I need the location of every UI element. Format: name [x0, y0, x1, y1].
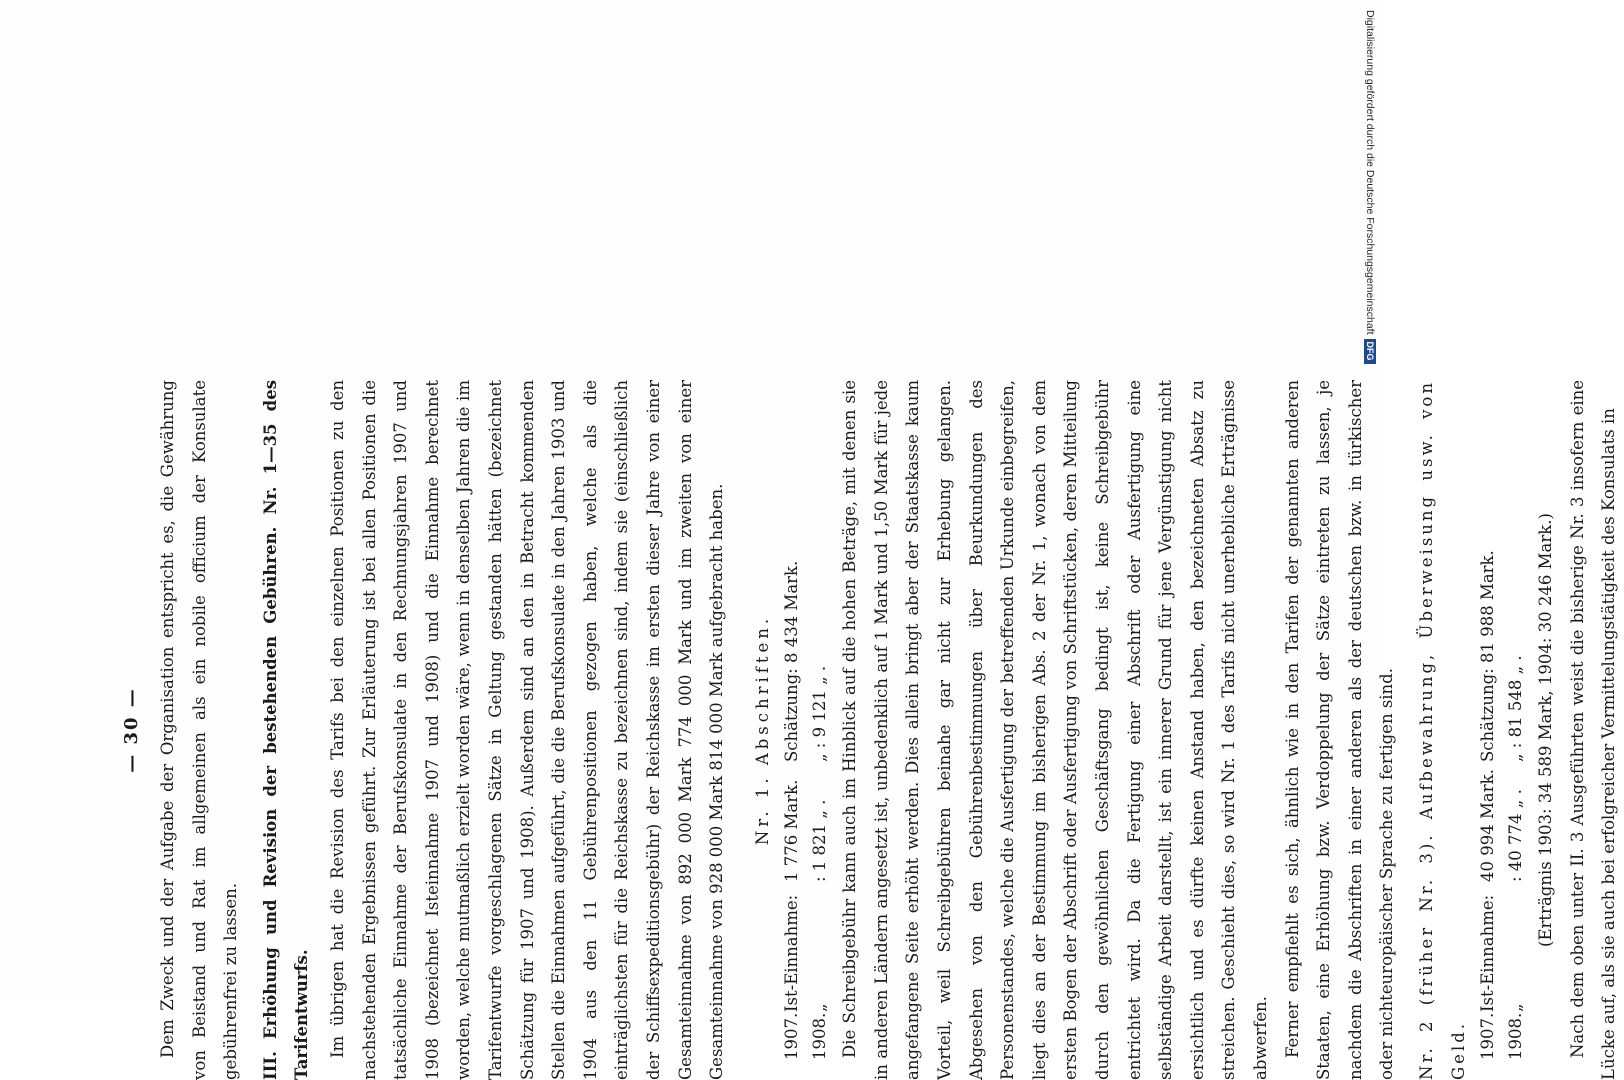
- estimate-cell: „ : 9 121 „ .: [809, 665, 829, 762]
- label-cell: „: [809, 1003, 829, 1012]
- year-cell: 1908.: [809, 1012, 829, 1060]
- estimate-cell: Schätzung: 8 434 Mark.: [781, 560, 801, 762]
- revenue-note: (Erträgnis 1903: 34 589 Mark, 1904: 30 246 Mark.): [1535, 513, 1555, 947]
- dfg-logo: DFG: [1364, 339, 1376, 364]
- table1-row-1908: [806, 380, 834, 1080]
- dfg-watermark: [1360, 8, 1382, 908]
- table2-row-1908: [1502, 380, 1530, 1080]
- value-cell: : 1 821 „ .: [809, 799, 829, 882]
- table1-row-1907: [778, 380, 806, 1080]
- paragraph-1: Dem Zweck und der Aufgabe der Organisation entspricht es, die Gewährung von Beistand und Rat im allgemeinen als ein nobile officium der Konsulate gebührenfrei zu lassen.: [157, 380, 240, 1080]
- page-number: — 30 —: [120, 687, 142, 773]
- subsection-title-nr2: Nr. 2 (früher Nr. 3). Aufbewahrung, Überweisung usw. von Geld.: [1416, 380, 1468, 1080]
- estimate-cell: Schätzung: 81 988 Mark.: [1477, 550, 1497, 762]
- dfg-watermark-line: [1362, 10, 1378, 364]
- paragraph-4: Ferner empfiehlt es sich, ähnlich wie in den Tarifen der genannten anderen Staaten, eine Erhöhung bzw. Verdoppelung der Sätze eintreten zu lassen, je nachdem die Abschriften in einer anderen als der deutschen bzw. in türkischer oder nichteuropäischer Sprache zu fertigen sind.: [1282, 380, 1396, 1080]
- year-cell: 1908.: [1505, 1012, 1525, 1060]
- year-cell: 1907.: [1477, 1012, 1497, 1060]
- label-cell: „: [1505, 1003, 1525, 1012]
- estimate-cell: „ : 81 548 „ .: [1505, 655, 1525, 762]
- paragraph-2: Im übrigen hat die Revision des Tarifs bei den einzelnen Positionen zu den nachstehenden Ergebnissen geführt. Zur Erläuterung ist bei allen Positionen die tatsächliche Einnahme der Berufskonsulate in den Rechnungsjahren 1907 und 1908 (bezeichnet Isteinnahme 1907 und 1908) und die Einnahme berechnet worden, welche mutmaßlich erzielt worden wäre, wenn in denselben Jahren die im Tarifentwurfe vorgeschlagenen Sätze in Geltung gestanden hätten (bezeichnet Schätzung für 1907 und 1908). Außerdem sind an den in Betracht kommenden Stellen die Einnahmen aufgeführt, die die Berufskonsulate in den Jahren 1903 und 1904 aus den 11 Gebührenpositionen gezogen haben, welche als die einträglichsten für die Reichskasse zu bezeichnen sind, indem sie (einschließlich der Schiffsexpeditionsgebühr) der Reichskasse im ersten dieser Jahre von einer Gesamteinnahme von 892 000 Mark 774 000 Mark und im zweiten von einer Gesamteinnahme von 928 000 Mark 814 000 Mark aufgebracht haben.: [327, 380, 726, 1080]
- value-cell: : 40 774 „ .: [1505, 789, 1525, 882]
- label-cell: Ist-Einnahme:: [1477, 894, 1497, 1012]
- subsection-title-nr1: Nr. 1. Abschriften.: [752, 614, 772, 846]
- paragraph-5: Nach dem oben unter II. 3 Ausgeführten weist die bisherige Nr. 3 insofern eine Lücke auf, als sie auch bei erfolgreicher Vermittelungstätigkeit des Konsulats in: [1567, 380, 1618, 1080]
- rotated-text-block: [112, 380, 1618, 1080]
- text-column: [112, 380, 1618, 1080]
- value-cell: 1 776 Mark.: [781, 779, 801, 882]
- section-heading: III. Erhöhung und Revision der bestehenden Gebühren. Nr. 1—35 des Tarifentwurfs.: [260, 380, 311, 1080]
- table2-row-1907: [1474, 380, 1502, 1080]
- paragraph-3: Die Schreibgebühr kann auch im Hinblick auf die hohen Beträge, mit denen sie in anderen Ländern angesetzt ist, unbedenklich auf 1 Mark und 1,50 Mark für jede angefangene Seite erhöht werden. Dies allein bringt aber der Staatskasse kaum Vorteil, weil Schreibgebühren beinahe gar nicht zur Erhebung gelangen. Abgesehen von den Gebührenbestimmungen über Beurkundungen des Personenstandes, welche die Ausfertigung der betreffenden Urkunde einbegreifen, liegt dies an der Bestimmung im bisherigen Abs. 2 der Nr. 1, wonach von dem ersten Bogen der Abschrift oder Ausfertigung von Schriftstücken, deren Mitteilung durch den gewöhnlichen Geschäftsgang bedingt ist, keine Schreibgebühr entrichtet wird. Da die Fertigung einer Abschrift oder Ausfertigung eine selbständige Arbeit darstellt, ist ein innerer Grund für jene Vergünstigung nicht ersichtlich und es dürfte keinen Anstand haben, den bezeichneten Absatz zu streichen. Geschieht dies, so wird Nr. 1 des Tarifs nicht unerhebliche Erträgnisse abwerfen.: [839, 380, 1270, 1080]
- watermark-text: Digitalisierung gefördert durch die Deutsche Forschungsgemeinschaft: [1364, 10, 1376, 335]
- year-cell: 1907.: [781, 1012, 801, 1060]
- value-cell: 40 994 Mark.: [1477, 769, 1497, 882]
- label-cell: Ist-Einnahme:: [781, 894, 801, 1012]
